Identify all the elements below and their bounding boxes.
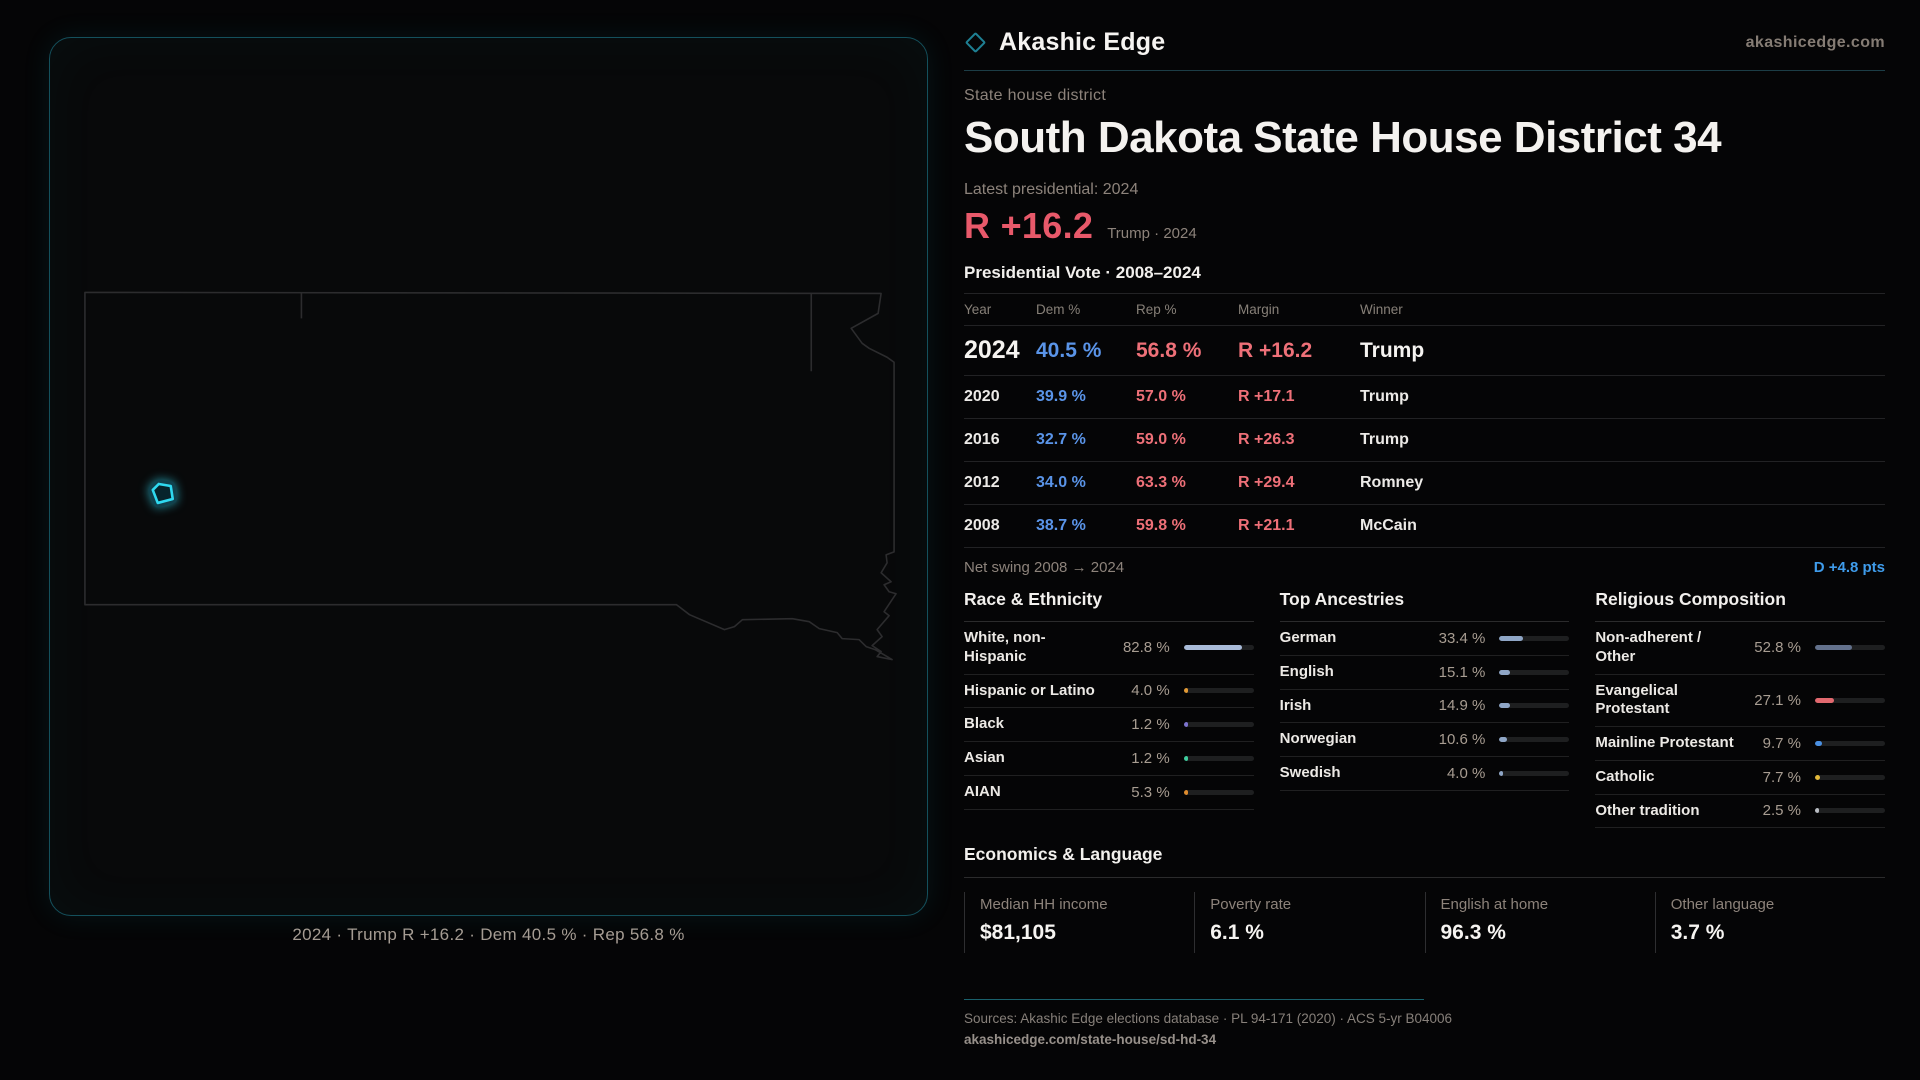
stat-value: 6.1 % (1210, 921, 1264, 945)
stat-row (1595, 727, 1885, 761)
stat-bar (1184, 688, 1254, 693)
stat-label: Irish (1279, 696, 1312, 714)
brand (964, 28, 1165, 57)
col-dem: Dem % (1036, 302, 1081, 317)
cell-year: 2020 (964, 388, 1000, 405)
sources-url[interactable]: akashicedge.com/state-house/sd-hd-34 (964, 1032, 1217, 1048)
stat-other-language (1655, 892, 1885, 953)
economics-title: Economics & Language (964, 844, 1885, 878)
cell-year: 2016 (964, 431, 1000, 448)
stat-row (964, 622, 1254, 675)
economics-grid (964, 892, 1885, 953)
stat-row (964, 675, 1254, 709)
cell-dem: 34.0 % (1036, 474, 1086, 491)
brand-name: Akashic Edge (999, 28, 1166, 56)
table-title: Presidential Vote · 2008–2024 (964, 263, 1201, 282)
stat-value: 27.1 % (1754, 691, 1801, 709)
stat-bar (1184, 722, 1254, 727)
cell-rep: 59.0 % (1136, 431, 1186, 448)
brand-domain-link[interactable]: akashicedge.com (1745, 33, 1885, 51)
stat-label: Poverty rate (1210, 896, 1292, 914)
stat-value: 2.5 % (1762, 802, 1801, 820)
table-row (964, 376, 1885, 419)
cell-rep: 56.8 % (1136, 338, 1202, 362)
map-caption: 2024 · Trump R +16.2 · Dem 40.5 % · Rep 56.8 % (292, 925, 685, 944)
cell-winner: Romney (1360, 474, 1424, 491)
stat-bar (1184, 645, 1254, 650)
stat-bar (1815, 698, 1885, 703)
stat-label: German (1279, 629, 1337, 646)
header (964, 28, 1885, 71)
cell-margin: R +16.2 (1238, 338, 1313, 362)
stat-value: 82.8 % (1122, 639, 1170, 657)
stat-label: Catholic (1595, 767, 1655, 785)
section-religious-composition (1595, 589, 1885, 828)
stat-bar (1184, 790, 1254, 795)
stat-label: English at home (1440, 896, 1549, 914)
net-swing-row (964, 548, 1885, 585)
cell-rep: 57.0 % (1136, 388, 1186, 405)
col-winner: Winner (1360, 302, 1403, 317)
cell-rep: 59.8 % (1136, 517, 1186, 534)
stat-value: $81,105 (980, 921, 1056, 945)
stat-poverty-rate (1194, 892, 1424, 953)
stat-value: 4.0 % (1131, 682, 1170, 700)
headline-margin: R +16.2 (964, 205, 1094, 246)
kicker: State house district (964, 87, 1107, 104)
stat-row (1595, 622, 1885, 675)
stat-value: 33.4 % (1438, 629, 1486, 647)
stat-label: English (1279, 662, 1334, 680)
stat-median-hh-income (964, 892, 1194, 953)
stat-english-at-home (1425, 892, 1655, 953)
headline-context: Trump · 2024 (1107, 225, 1197, 242)
stat-value: 1.2 % (1131, 749, 1170, 767)
table-row (964, 419, 1885, 462)
stat-row (1280, 656, 1570, 690)
stat-value: 4.0 % (1446, 764, 1486, 782)
stat-label: Evangelical Protestant (1595, 681, 1678, 718)
cell-margin: R +17.1 (1238, 388, 1295, 405)
latest-presidential-label: Latest presidential: 2024 (964, 181, 1139, 198)
stat-row (1595, 795, 1885, 829)
headline-margin-row (964, 205, 1885, 247)
diamond-icon (965, 32, 986, 53)
stat-label: Hispanic or Latino (964, 681, 1095, 699)
stat-label: AIAN (964, 782, 1001, 800)
cell-margin: R +29.4 (1238, 474, 1295, 491)
table-row (964, 505, 1885, 548)
state-boundary-ticks (301, 292, 811, 371)
sources-text: Sources: Akashic Edge elections database · PL 94-171 (2020) · ACS 5-yr B04006 (964, 1011, 1453, 1027)
stat-value: 7.7 % (1762, 768, 1801, 786)
south-dakota-map (50, 38, 927, 915)
stat-label: Asian (964, 749, 1005, 766)
cell-dem: 40.5 % (1036, 338, 1102, 362)
cell-margin: R +21.1 (1238, 517, 1295, 534)
presidential-vote-table (964, 293, 1885, 548)
stat-row (1595, 761, 1885, 795)
cell-winner: Trump (1360, 338, 1425, 362)
col-margin: Margin (1238, 302, 1280, 317)
stat-bar (1499, 670, 1569, 675)
stat-row (1595, 675, 1885, 728)
net-swing-label: Net swing 2008 → 2024 (964, 559, 1125, 576)
stat-bar (1499, 703, 1569, 708)
stat-label: Norwegian (1279, 730, 1357, 748)
section-top-ancestries (1280, 589, 1570, 828)
stat-bar (1815, 741, 1885, 746)
stat-label: Median HH income (980, 896, 1108, 914)
cell-winner: Trump (1360, 388, 1409, 405)
stat-row (964, 776, 1254, 810)
stat-value: 15.1 % (1438, 663, 1486, 681)
section-title: Religious Composition (1595, 589, 1885, 622)
stat-label: Other tradition (1595, 801, 1700, 819)
stat-bar (1815, 775, 1885, 780)
sources (964, 999, 1885, 1047)
sources-divider (964, 999, 1424, 1000)
section-title: Top Ancestries (1280, 589, 1570, 622)
stat-label: Black (964, 715, 1005, 733)
stat-value: 10.6 % (1438, 731, 1486, 749)
stat-row (1280, 723, 1570, 757)
district-map-panel (49, 37, 928, 916)
stat-value: 96.3 % (1440, 921, 1506, 945)
cell-year: 2008 (964, 517, 1000, 534)
stat-label: Swedish (1279, 764, 1341, 781)
net-swing-value: D +4.8 pts (1813, 559, 1885, 576)
stat-bar (1499, 737, 1569, 742)
table-header-row (964, 293, 1885, 326)
cell-winner: Trump (1360, 431, 1409, 448)
cell-dem: 32.7 % (1036, 431, 1086, 448)
col-year: Year (964, 302, 992, 317)
section-race-ethnicity (964, 589, 1254, 828)
stat-row (1280, 690, 1570, 724)
stat-bar (1499, 771, 1569, 776)
cell-margin: R +26.3 (1238, 431, 1295, 448)
stat-value: 5.3 % (1131, 783, 1170, 801)
stat-row (964, 708, 1254, 742)
demographic-sections (964, 589, 1885, 828)
page-title: South Dakota State House District 34 (964, 113, 1722, 162)
col-rep: Rep % (1136, 302, 1177, 317)
stat-bar (1184, 756, 1254, 761)
table-row (964, 326, 1885, 376)
district-34-shape[interactable] (153, 484, 173, 503)
state-outline (85, 292, 896, 659)
stat-label: Other language (1670, 896, 1775, 914)
cell-dem: 39.9 % (1036, 388, 1086, 405)
stat-bar (1815, 808, 1885, 813)
stat-value: 9.7 % (1762, 734, 1801, 752)
stat-label: Non-adherent / Other (1595, 629, 1702, 665)
cell-rep: 63.3 % (1136, 474, 1186, 491)
stat-bar (1499, 636, 1569, 641)
cell-dem: 38.7 % (1036, 517, 1086, 534)
stat-value: 1.2 % (1131, 716, 1170, 734)
district-report (964, 28, 1885, 1047)
stat-label: Mainline Protestant (1595, 734, 1734, 751)
stat-row (964, 742, 1254, 776)
stat-value: 14.9 % (1438, 697, 1486, 715)
stat-row (1280, 622, 1570, 656)
stat-value: 52.8 % (1754, 639, 1801, 657)
cell-year: 2024 (964, 336, 1020, 364)
section-title: Race & Ethnicity (964, 589, 1254, 622)
table-row (964, 462, 1885, 505)
cell-year: 2012 (964, 474, 1000, 491)
stat-value: 3.7 % (1670, 921, 1725, 945)
stat-label: White, non-Hispanic (964, 629, 1046, 665)
stat-row (1280, 757, 1570, 791)
cell-winner: McCain (1360, 517, 1417, 534)
stat-bar (1815, 645, 1885, 650)
